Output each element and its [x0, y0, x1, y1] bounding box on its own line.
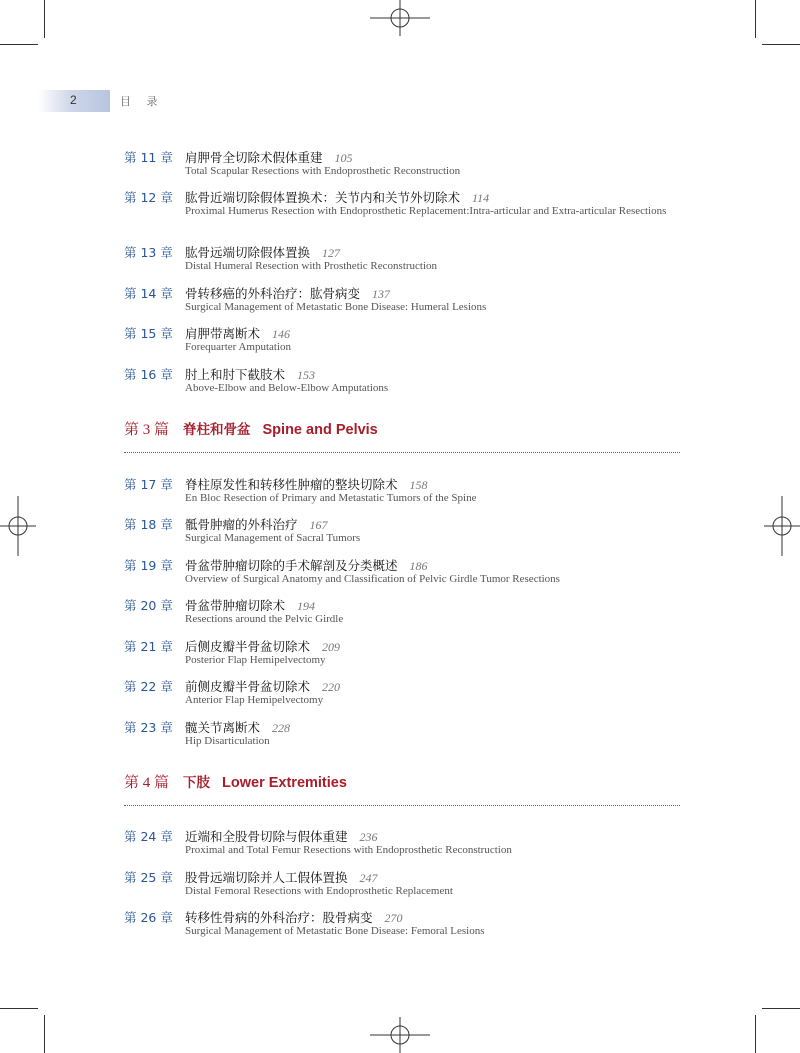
chapter-number: 第 18 章 — [124, 517, 173, 532]
chapter-title-zh: 转移性骨病的外科治疗：股骨病变 270 — [185, 910, 403, 925]
part-number: 第 4 篇 — [124, 775, 170, 791]
chapter-title-en: Forequarter Amputation — [185, 341, 292, 353]
chapter-page: 209 — [322, 640, 341, 654]
chapter-number: 第 20 章 — [124, 598, 173, 613]
chapter-title-zh: 肱骨远端切除假体置换 127 — [185, 245, 341, 260]
part-title-en: Lower Extremities — [222, 775, 347, 791]
chapter-number: 第 23 章 — [124, 720, 173, 735]
chapter-page: 194 — [297, 599, 316, 613]
chapter-number: 第 21 章 — [124, 639, 173, 654]
chapter-page: 127 — [322, 246, 341, 260]
chapter-number: 第 14 章 — [124, 286, 173, 301]
chapter-title-zh: 髋关节离断术 228 — [185, 720, 291, 735]
chapter-page: 236 — [359, 830, 378, 844]
chapter-number: 第 16 章 — [124, 367, 173, 382]
chapter-page: 220 — [322, 680, 341, 694]
chapter-title-en: Resections around the Pelvic Girdle — [185, 613, 344, 625]
chapter-title-zh: 脊柱原发性和转移性肿瘤的整块切除术 158 — [185, 477, 428, 492]
chapter-title-zh: 骨盆带肿瘤切除术 194 — [185, 598, 316, 613]
chapter-title-zh: 肱骨近端切除假体置换术：关节内和关节外切除术 114 — [185, 190, 490, 205]
chapter-number: 第 13 章 — [124, 245, 173, 260]
chapter-page: 146 — [272, 327, 291, 341]
chapter-page: 186 — [409, 559, 428, 573]
chapter-number: 第 19 章 — [124, 558, 173, 573]
chapter-title-en: En Bloc Resection of Primary and Metastatic Tumors of the Spine — [185, 492, 477, 504]
chapter-title-en: Distal Humeral Resection with Prosthetic Reconstruction — [185, 260, 438, 272]
page-number: 2 — [70, 93, 77, 107]
chapter-title-en: Anterior Flap Hemipelvectomy — [185, 694, 324, 706]
chapter-title-zh: 后侧皮瓣半骨盆切除术 209 — [185, 639, 341, 654]
chapter-title-en: Total Scapular Resections with Endoprosthetic Reconstruction — [185, 165, 461, 177]
chapter-title-en: Overview of Surgical Anatomy and Classification of Pelvic Girdle Tumor Resections — [185, 573, 560, 585]
chapter-title-zh: 前侧皮瓣半骨盆切除术 220 — [185, 679, 341, 694]
chapter-page: 247 — [359, 871, 378, 885]
chapter-title-en: Above-Elbow and Below-Elbow Amputations — [185, 382, 389, 394]
dotted-divider — [124, 452, 680, 453]
chapter-title-zh: 股骨远端切除并人工假体置换 247 — [185, 870, 378, 885]
chapter-title-en: Surgical Management of Metastatic Bone Disease: Humeral Lesions — [185, 301, 487, 313]
chapter-title-en: Surgical Management of Sacral Tumors — [185, 532, 361, 544]
chapter-title-en: Surgical Management of Metastatic Bone Disease: Femoral Lesions — [185, 925, 485, 937]
chapter-page: 153 — [297, 368, 316, 382]
chapter-number: 第 22 章 — [124, 679, 173, 694]
part-heading[interactable] — [124, 771, 347, 792]
chapter-page: 114 — [472, 191, 490, 205]
chapter-page: 158 — [409, 478, 428, 492]
chapter-number: 第 25 章 — [124, 870, 173, 885]
chapter-title-en: Proximal Humerus Resection with Endoprosthetic Replacement:Intra-articular and Extra-articular Resections — [185, 205, 667, 217]
chapter-page: 228 — [272, 721, 291, 735]
registration-mark-left-icon — [0, 496, 36, 556]
part-title-zh: 下肢 — [183, 775, 211, 791]
chapter-title-en: Proximal and Total Femur Resections with Endoprosthetic Reconstruction — [185, 844, 512, 856]
chapter-title-zh: 骶骨肿瘤的外科治疗 167 — [185, 517, 328, 532]
chapter-title-en: Posterior Flap Hemipelvectomy — [185, 654, 326, 666]
chapter-title-zh: 肘上和肘下截肢术 153 — [185, 367, 316, 382]
registration-mark-bottom-icon — [370, 1017, 430, 1053]
dotted-divider — [124, 805, 680, 806]
chapter-page: 270 — [384, 911, 403, 925]
chapter-number: 第 15 章 — [124, 326, 173, 341]
chapter-title-en: Hip Disarticulation — [185, 735, 270, 747]
chapter-number: 第 11 章 — [124, 150, 173, 165]
chapter-page: 137 — [372, 287, 391, 301]
page-title: 目 录 — [120, 95, 164, 108]
part-heading[interactable] — [124, 418, 378, 439]
chapter-title-zh: 近端和全股骨切除与假体重建 236 — [185, 829, 378, 844]
chapter-title-zh: 肩胛骨全切除术假体重建 105 — [185, 150, 353, 165]
chapter-page: 105 — [334, 151, 353, 165]
chapter-title-zh: 骨转移癌的外科治疗：肱骨病变 137 — [185, 286, 391, 301]
part-number: 第 3 篇 — [124, 422, 170, 438]
chapter-title-zh: 肩胛带离断术 146 — [185, 326, 291, 341]
chapter-title-en: Distal Femoral Resections with Endoprosthetic Replacement — [185, 885, 453, 897]
part-title-zh: 脊柱和骨盆 — [183, 422, 251, 438]
registration-mark-top-icon — [370, 0, 430, 36]
chapter-number: 第 26 章 — [124, 910, 173, 925]
registration-mark-right-icon — [764, 496, 800, 556]
chapter-number: 第 24 章 — [124, 829, 173, 844]
chapter-page: 167 — [309, 518, 328, 532]
part-title-en: Spine and Pelvis — [262, 422, 378, 438]
chapter-number: 第 12 章 — [124, 190, 173, 205]
chapter-title-zh: 骨盆带肿瘤切除的手术解剖及分类概述 186 — [185, 558, 428, 573]
chapter-number: 第 17 章 — [124, 477, 173, 492]
